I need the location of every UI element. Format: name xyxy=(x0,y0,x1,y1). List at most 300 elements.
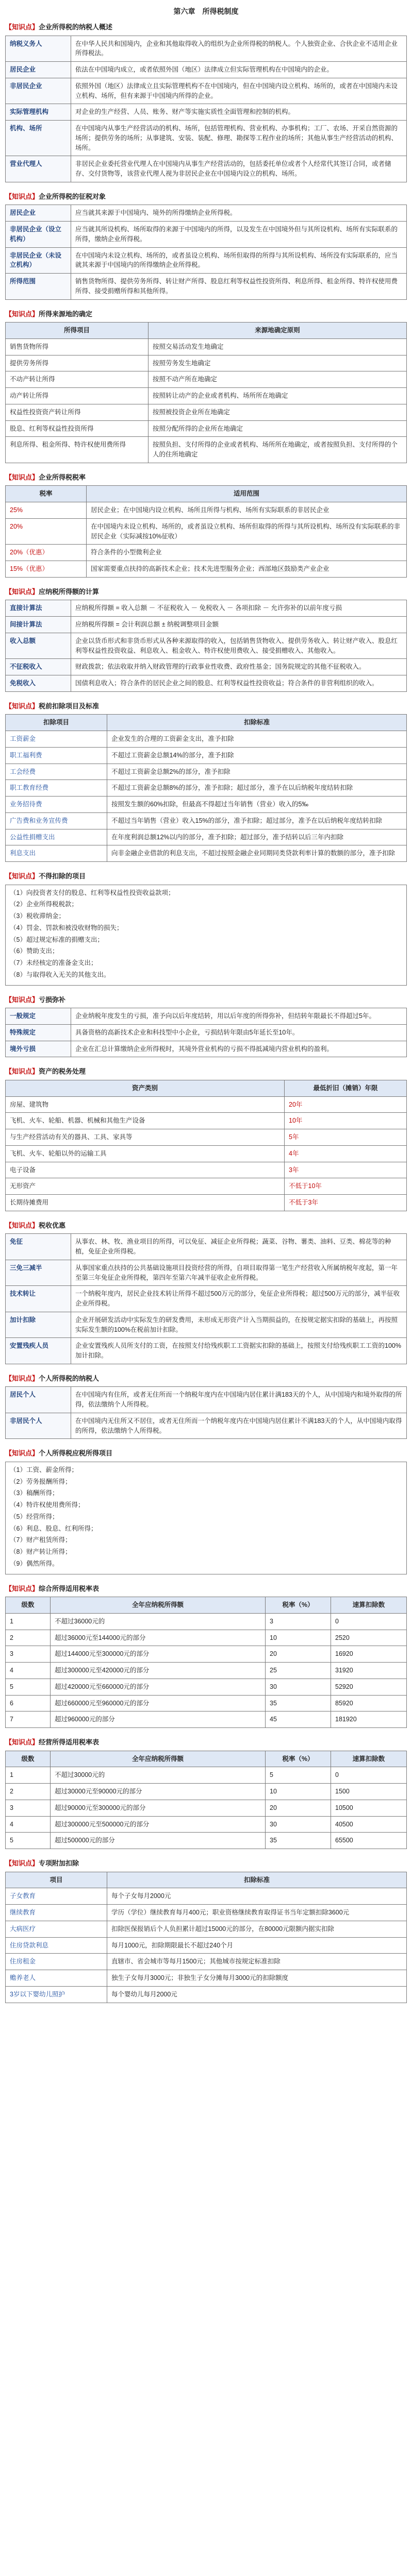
table-cell: 不超过工资薪金总额8%的部分，准予扣除；超过部分，准予在以后纳税年度结转扣除 xyxy=(107,780,407,796)
table-cell: 在中国境内未设立机构、场所的，或者虽设立机构、场所但取得的所得与其所设机构、场所没有实际联系的非居民企业（实际减按10%征收） xyxy=(87,518,407,545)
section-title xyxy=(5,1584,407,1594)
table-cell: 65500 xyxy=(331,1833,407,1849)
table-cell: 16920 xyxy=(331,1646,407,1663)
table-cell: 52920 xyxy=(331,1679,407,1695)
column-header: 来源地确定原则 xyxy=(149,323,407,339)
table-cell: 按照发生额的60%扣除，但最高不得超过当年销售（营业）收入的5‰ xyxy=(107,796,407,813)
table-cell: 提供劳务所得 xyxy=(6,355,149,371)
table-cell: 超过36000元至144000元的部分 xyxy=(51,1630,266,1646)
table-cell: 按照转让动产的企业或者机构、场所所在地确定 xyxy=(149,388,407,404)
row-text: 对企业的生产经营、人员、账务、财产等实施实质性全面管理和控制的机构。 xyxy=(71,104,407,121)
table-cell: 向非金融企业借款的利息支出，不超过按照金融企业同期同类贷款利率计算的数额的部分，准予扣除 xyxy=(107,845,407,862)
table-cell: 2520 xyxy=(331,1630,407,1646)
section-title xyxy=(5,1066,407,1077)
table-row xyxy=(6,1630,407,1646)
table-row xyxy=(6,1462,407,1574)
section-title xyxy=(5,1221,407,1231)
table-row xyxy=(6,1162,407,1178)
row-label: 所得范围 xyxy=(6,274,71,300)
row-label: 纳税义务人 xyxy=(6,36,71,62)
table-cell: 大病医疗 xyxy=(6,1921,107,1937)
table-row xyxy=(6,796,407,813)
list-item: （6）赞助支出； xyxy=(10,947,59,955)
table-cell: 不动产转让所得 xyxy=(6,371,149,388)
row-label: 免征 xyxy=(6,1234,71,1260)
table-cell: 超过960000元的部分 xyxy=(51,1711,266,1728)
section-title xyxy=(5,309,407,319)
table-cell: 45 xyxy=(266,1711,331,1728)
section-incentives xyxy=(5,1221,407,1364)
row-text: 一个纳税年度内，居民企业技术转让所得不超过500万元的部分，免征企业所得税；超过500万元的部分，减半征收企业所得税。 xyxy=(71,1286,407,1312)
list-item: （1）工资、薪金所得； xyxy=(10,1466,78,1473)
comprehensive-rate-table xyxy=(5,1597,407,1728)
table-row xyxy=(6,274,407,300)
table-cell: 30 xyxy=(266,1816,331,1833)
column-header: 扣除项目 xyxy=(6,715,107,731)
row-label: 安置残疾人员 xyxy=(6,1338,71,1364)
section-title xyxy=(5,22,407,32)
section-non-deductible xyxy=(5,871,407,986)
table-cell: 工会经费 xyxy=(6,764,107,780)
section-taxpayer xyxy=(5,22,407,182)
table-row xyxy=(6,633,407,659)
row-text: 应当就其所设机构、场所取得的来源于中国境内的所得，以及发生在中国境外但与其所设机构、场所有实际联系的所得，缴纳企业所得税。 xyxy=(71,222,407,248)
row-text: 企业开展研发活动中实际发生的研发费用，未形成无形资产计入当期损益的，在按规定据实扣除的基础上，再按照实际发生额的100%在税前加计扣除。 xyxy=(71,1312,407,1338)
incentives-table xyxy=(5,1233,407,1364)
table-header-row xyxy=(6,715,407,731)
list-item: （4）特许权使用费所得； xyxy=(10,1501,85,1509)
row-label: 加计扣除 xyxy=(6,1312,71,1338)
table-cell: 5 xyxy=(6,1679,51,1695)
table-cell: 4年 xyxy=(285,1145,407,1162)
row-label: 境外亏损 xyxy=(6,1041,71,1057)
table-cell: 扣除医保报销后个人负担累计超过15000元的部分，在80000元限额内据实扣除 xyxy=(107,1921,407,1937)
table-row xyxy=(6,1905,407,1921)
row-label: 居民个人 xyxy=(6,1387,71,1413)
table-row xyxy=(6,885,407,985)
table-cell: 1 xyxy=(6,1767,51,1784)
row-text: 应纳税所得额 = 收入总额 － 不征税收入 － 免税收入 － 各项扣除 － 允许弥补的以前年度亏损 xyxy=(71,600,407,617)
section-heading: 应纳税所得额的计算 xyxy=(39,587,100,596)
section-heading: 不得扣除的项目 xyxy=(39,872,86,880)
list-item: （7）财产租赁所得； xyxy=(10,1536,72,1544)
taxpayer-table xyxy=(5,36,407,182)
section-loss-offset xyxy=(5,995,407,1058)
row-text: 企业以货币形式和非货币形式从各种来源取得的收入，包括销售货物收入、提供劳务收入、转让财产收入、股息红利等权益性投资收益、利息收入、租金收入、特许权使用费收入、接受捐赠收入、其他收入。 xyxy=(71,633,407,659)
row-label: 一般规定 xyxy=(6,1008,71,1025)
business-rate-table xyxy=(5,1751,407,1850)
table-row xyxy=(6,1986,407,2003)
column-header: 扣除标准 xyxy=(107,1872,407,1888)
table-cell: 飞机、火车、轮船以外的运输工具 xyxy=(6,1145,285,1162)
table-cell: 2 xyxy=(6,1630,51,1646)
row-text: 在中国境内从事生产经营活动的机构、场所，包括管理机构、营业机构、办事机构；工厂、农场、开采自然资源的场所；提供劳务的场所；从事建筑、安装、装配、修理、勘探等工程作业的场所；其他从事生产经营活动的机构、场所。 xyxy=(71,121,407,156)
column-header: 税率（%） xyxy=(266,1597,331,1614)
table-row xyxy=(6,78,407,104)
row-label: 居民企业 xyxy=(6,205,71,222)
table-row xyxy=(6,1041,407,1057)
table-row xyxy=(6,388,407,404)
table-cell: 赡养老人 xyxy=(6,1970,107,1987)
table-row xyxy=(6,1312,407,1338)
column-header: 所得项目 xyxy=(6,323,149,339)
table-cell: 电子设备 xyxy=(6,1162,285,1178)
table-cell: 每月1000元，扣除期限最长不超过240个月 xyxy=(107,1937,407,1954)
tax-rate-table xyxy=(5,485,407,578)
table-cell: 1500 xyxy=(331,1784,407,1800)
income-source-table xyxy=(5,322,407,463)
table-cell: 广告费和业务宣传费 xyxy=(6,812,107,829)
row-label: 三免三减半 xyxy=(6,1260,71,1286)
row-label: 非居民企业（设立机构） xyxy=(6,222,71,248)
section-tax-object xyxy=(5,192,407,300)
table-cell: 超过90000元至300000元的部分 xyxy=(51,1800,266,1816)
loss-offset-table xyxy=(5,1008,407,1057)
table-cell: 按照分配所得的企业所在地确定 xyxy=(149,420,407,437)
row-label: 非居民企业 xyxy=(6,78,71,104)
section-tag: 【知识点】 xyxy=(5,587,39,596)
table-cell: 超过420000元至660000元的部分 xyxy=(51,1679,266,1695)
list-item: （8）与取得收入无关的其他支出。 xyxy=(10,971,110,978)
table-cell: 符合条件的小型微利企业 xyxy=(87,545,407,561)
table-row xyxy=(6,36,407,62)
table-row xyxy=(6,1663,407,1679)
row-text: 在中华人民共和国境内，企业和其他取得收入的组织为企业所得税的纳税人。个人独资企业、合伙企业不适用企业所得税法。 xyxy=(71,36,407,62)
section-special-deductions xyxy=(5,1858,407,2003)
section-tag: 【知识点】 xyxy=(5,1449,39,1458)
section-taxable-income xyxy=(5,587,407,692)
table-row xyxy=(6,502,407,519)
section-title xyxy=(5,1737,407,1748)
table-row xyxy=(6,747,407,764)
table-cell: 4 xyxy=(6,1663,51,1679)
table-cell: 公益性捐赠支出 xyxy=(6,829,107,845)
section-tag: 【知识点】 xyxy=(5,702,39,710)
table-row xyxy=(6,1096,407,1113)
row-label: 技术转让 xyxy=(6,1286,71,1312)
table-row xyxy=(6,1413,407,1439)
section-iit-items xyxy=(5,1448,407,1574)
assets-table xyxy=(5,1080,407,1211)
table-row xyxy=(6,338,407,355)
table-cell: 直辖市、省会城市等每月1500元；其他城市按规定标准扣除 xyxy=(107,1954,407,1970)
section-heading: 企业所得税的纳税人概述 xyxy=(39,23,113,31)
table-cell: 25 xyxy=(266,1663,331,1679)
table-cell: 20年 xyxy=(285,1096,407,1113)
row-text: 依法在中国境内成立，或者依照外国（地区）法律成立但实际管理机构在中国境内的企业。 xyxy=(71,62,407,78)
section-heading: 资产的税务处理 xyxy=(39,1067,86,1076)
taxable-income-table xyxy=(5,600,407,692)
table-cell: 85920 xyxy=(331,1695,407,1711)
column-header: 全年应纳税所得额 xyxy=(51,1751,266,1767)
list-item: （5）经营所得； xyxy=(10,1513,59,1520)
row-label: 间接计算法 xyxy=(6,617,71,633)
table-cell: 长期待摊费用 xyxy=(6,1195,285,1211)
table-header-row xyxy=(6,1872,407,1888)
table-cell: 3岁以下婴幼儿照护 xyxy=(6,1986,107,2003)
section-comprehensive-rate xyxy=(5,1584,407,1728)
section-title xyxy=(5,995,407,1005)
table-header-row xyxy=(6,1597,407,1614)
table-cell: 继续教育 xyxy=(6,1905,107,1921)
table-row xyxy=(6,1145,407,1162)
table-row xyxy=(6,1234,407,1260)
table-row xyxy=(6,1008,407,1025)
table-cell: 0 xyxy=(331,1613,407,1630)
section-tag: 【知识点】 xyxy=(5,1374,39,1382)
table-cell: 职工教育经费 xyxy=(6,780,107,796)
table-row xyxy=(6,1833,407,1849)
list-item: （8）财产转让所得； xyxy=(10,1548,72,1555)
table-cell: 股息、红利等权益性投资所得 xyxy=(6,420,149,437)
table-cell: 20% xyxy=(6,518,87,545)
table-cell: 权益性投资资产转让所得 xyxy=(6,404,149,420)
column-header: 级数 xyxy=(6,1597,51,1614)
table-row xyxy=(6,518,407,545)
list-item: （1）向投资者支付的股息、红利等权益性投资收益款项； xyxy=(10,889,175,896)
row-label: 非居民个人 xyxy=(6,1413,71,1439)
table-row xyxy=(6,764,407,780)
row-label: 非居民企业（未设立机构） xyxy=(6,247,71,274)
table-cell: 3 xyxy=(6,1646,51,1663)
table-row xyxy=(6,1784,407,1800)
table-cell: 与生产经营活动有关的器具、工具、家具等 xyxy=(6,1129,285,1146)
section-tag: 【知识点】 xyxy=(5,23,39,31)
table-header-row xyxy=(6,1080,407,1096)
non-deductible-table xyxy=(5,885,407,986)
column-header: 扣除标准 xyxy=(107,715,407,731)
list-item: （9）偶然所得。 xyxy=(10,1560,59,1567)
row-text: 在中国境内未设立机构、场所的，或者虽设立机构、场所但取得的所得与其所设机构、场所没有实际联系的，应当就其来源于中国境内的所得缴纳企业所得税。 xyxy=(71,247,407,274)
table-cell: 31920 xyxy=(331,1663,407,1679)
section-heading: 经营所得适用税率表 xyxy=(39,1738,100,1746)
table-cell: 子女教育 xyxy=(6,1888,107,1905)
list-item: （2）劳务报酬所得； xyxy=(10,1478,72,1485)
table-cell: 按照被投资企业所在地确定 xyxy=(149,404,407,420)
table-cell: 超过660000元至960000元的部分 xyxy=(51,1695,266,1711)
section-iit-taxpayer xyxy=(5,1374,407,1439)
table-cell: 按照劳务发生地确定 xyxy=(149,355,407,371)
table-cell: 动产转让所得 xyxy=(6,388,149,404)
section-title xyxy=(5,871,407,882)
table-cell: 在年度利润总额12%以内的部分，准予扣除；超过部分，准予结转以后三年内扣除 xyxy=(107,829,407,845)
table-cell: 利息支出 xyxy=(6,845,107,862)
section-tax-rate xyxy=(5,472,407,578)
section-tag: 【知识点】 xyxy=(5,310,39,318)
column-header: 项目 xyxy=(6,1872,107,1888)
table-header-row xyxy=(6,1751,407,1767)
table-cell: 5 xyxy=(6,1833,51,1849)
iit-taxpayer-table xyxy=(5,1386,407,1439)
table-row xyxy=(6,1286,407,1312)
table-cell: 2 xyxy=(6,1784,51,1800)
table-row xyxy=(6,780,407,796)
column-header: 级数 xyxy=(6,1751,51,1767)
list-item: （5）超过规定标准的捐赠支出； xyxy=(10,936,104,943)
table-row xyxy=(6,437,407,463)
table-cell: 超过30000元至90000元的部分 xyxy=(51,1784,266,1800)
table-cell: 每个婴幼儿每月2000元 xyxy=(107,1986,407,2003)
section-tag: 【知识点】 xyxy=(5,872,39,880)
table-row xyxy=(6,205,407,222)
table-cell: 企业发生的合理的工资薪金支出，准予扣除 xyxy=(107,731,407,748)
table-row xyxy=(6,1679,407,1695)
table-row xyxy=(6,404,407,420)
row-text: 国债利息收入；符合条件的居民企业之间的股息、红利等权益性投资收益；符合条件的非营利组织的收入。 xyxy=(71,675,407,692)
table-row xyxy=(6,731,407,748)
table-row xyxy=(6,1816,407,1833)
section-heading: 所得来源地的确定 xyxy=(39,310,93,318)
table-cell: 国家需要重点扶持的高新技术企业；技术先进型服务企业；西部地区鼓励类产业企业 xyxy=(87,561,407,578)
list-item: （3）税收滞纳金； xyxy=(10,912,65,920)
section-heading: 专项附加扣除 xyxy=(39,1859,79,1867)
row-text: 在中国境内有住所，或者无住所而一个纳税年度内在中国境内居住累计满183天的个人，从中国境内和境外取得的所得，依法缴纳个人所得税。 xyxy=(71,1387,407,1413)
table-cell: 10 xyxy=(266,1630,331,1646)
table-cell: 不超过30000元的 xyxy=(51,1767,266,1784)
section-heading: 个人所得税的纳税人 xyxy=(39,1374,100,1382)
row-label: 实际管理机构 xyxy=(6,104,71,121)
table-row xyxy=(6,1695,407,1711)
table-cell: 飞机、火车、轮船、机器、机械和其他生产设备 xyxy=(6,1113,285,1129)
table-cell: 5年 xyxy=(285,1129,407,1146)
row-text: 销售货物所得、提供劳务所得、转让财产所得、股息红利等权益性投资所得、利息所得、租金所得、特许权使用费所得、接受捐赠所得和其他所得。 xyxy=(71,274,407,300)
section-heading: 综合所得适用税率表 xyxy=(39,1584,100,1592)
column-header: 税率（%） xyxy=(266,1751,331,1767)
table-cell: 30 xyxy=(266,1679,331,1695)
section-assets xyxy=(5,1066,407,1211)
deductions-table xyxy=(5,714,407,862)
section-tag: 【知识点】 xyxy=(5,1859,39,1867)
section-heading: 个人所得税应税所得项目 xyxy=(39,1449,113,1458)
section-tag: 【知识点】 xyxy=(5,192,39,200)
section-heading: 企业所得税的征税对象 xyxy=(39,192,106,200)
table-cell: 超过300000元至500000元的部分 xyxy=(51,1816,266,1833)
row-text: 依照外国（地区）法律成立且实际管理机构不在中国境内，但在中国境内设立机构、场所的，或者在中国境内未设立机构、场所，但有来源于中国境内所得的企业。 xyxy=(71,78,407,104)
row-label: 不征税收入 xyxy=(6,659,71,675)
column-header: 适用范围 xyxy=(87,486,407,502)
table-row xyxy=(6,1711,407,1728)
section-tag: 【知识点】 xyxy=(5,1584,39,1592)
row-label: 居民企业 xyxy=(6,62,71,78)
list-item: （2）企业所得税税款； xyxy=(10,901,78,908)
row-text: 非居民企业委托营业代理人在中国境内从事生产经营活动的，包括委托单位或者个人经常代其签订合同，或者储存、交付货物等，该营业代理人视为非居民企业在中国境内设立的机构、场所。 xyxy=(71,156,407,182)
column-header: 速算扣除数 xyxy=(331,1597,407,1614)
table-row xyxy=(6,561,407,578)
table-cell: 25% xyxy=(6,502,87,519)
table-cell: 超过144000元至300000元的部分 xyxy=(51,1646,266,1663)
table-cell: 每个子女每月2000元 xyxy=(107,1888,407,1905)
row-text: 企业在汇总计算缴纳企业所得税时，其境外营业机构的亏损不得抵减境内营业机构的盈利。 xyxy=(71,1041,407,1057)
table-cell: 3 xyxy=(6,1800,51,1816)
table-cell: 5 xyxy=(266,1767,331,1784)
table-row xyxy=(6,1921,407,1937)
row-text: 财政拨款；依法收取并纳入财政管理的行政事业性收费、政府性基金；国务院规定的其他不征税收入。 xyxy=(71,659,407,675)
table-cell: 不低于10年 xyxy=(285,1178,407,1195)
section-tag: 【知识点】 xyxy=(5,473,39,481)
row-text: 具备资格的高新技术企业和科技型中小企业，亏损结转年限由5年延长至10年。 xyxy=(71,1024,407,1041)
section-title xyxy=(5,1858,407,1869)
table-cell: 不超过工资薪金总额14%的部分，准予扣除 xyxy=(107,747,407,764)
table-cell: 3年 xyxy=(285,1162,407,1178)
table-cell: 房屋、建筑物 xyxy=(6,1096,285,1113)
section-title xyxy=(5,1448,407,1459)
table-cell: 超过300000元至420000元的部分 xyxy=(51,1663,266,1679)
row-text: 企业安置残疾人员所支付的工资，在按照支付给残疾职工工资据实扣除的基础上，按照支付给残疾职工工资的100%加计扣除。 xyxy=(71,1338,407,1364)
table-row xyxy=(6,1024,407,1041)
table-row xyxy=(6,600,407,617)
table-row xyxy=(6,247,407,274)
section-title xyxy=(5,472,407,483)
table-cell: 职工福利费 xyxy=(6,747,107,764)
doc-title: 第六章 所得税制度 xyxy=(173,7,239,15)
table-cell: 不超过当年销售（营业）收入15%的部分，准予扣除；超过部分，准予在以后纳税年度结转扣除 xyxy=(107,812,407,829)
table-row xyxy=(6,222,407,248)
table-cell: 40500 xyxy=(331,1816,407,1833)
table-cell: 181920 xyxy=(331,1711,407,1728)
table-cell: 业务招待费 xyxy=(6,796,107,813)
table-cell: 学历（学位）继续教育每月400元；职业资格继续教育取得证书当年定额扣除3600元 xyxy=(107,1905,407,1921)
table-cell: 6 xyxy=(6,1695,51,1711)
table-row xyxy=(6,659,407,675)
table-cell: 按照负担、支付所得的企业或者机构、场所所在地确定，或者按照负担、支付所得的个人的住所地确定 xyxy=(149,437,407,463)
table-cell: 0 xyxy=(331,1767,407,1784)
table-row xyxy=(6,1113,407,1129)
table-row xyxy=(6,829,407,845)
section-title xyxy=(5,192,407,202)
table-cell: 35 xyxy=(266,1833,331,1849)
row-label: 直接计算法 xyxy=(6,600,71,617)
table-row xyxy=(6,121,407,156)
row-text: 应纳税所得额 = 会计利润总额 ± 纳税调整项目金额 xyxy=(71,617,407,633)
section-title xyxy=(5,1374,407,1384)
section-title xyxy=(5,587,407,597)
row-text: 应当就其来源于中国境内、境外的所得缴纳企业所得税。 xyxy=(71,205,407,222)
table-row xyxy=(6,1260,407,1286)
table-cell: 无形资产 xyxy=(6,1178,285,1195)
row-label: 机构、场所 xyxy=(6,121,71,156)
table-cell: 超过500000元的部分 xyxy=(51,1833,266,1849)
row-label: 收入总额 xyxy=(6,633,71,659)
table-row xyxy=(6,371,407,388)
table-cell: 15%（优惠） xyxy=(6,561,87,578)
table-row xyxy=(6,104,407,121)
table-row xyxy=(6,1970,407,1987)
table-cell: 3 xyxy=(266,1613,331,1630)
list-item: （7）未经核定的准备金支出； xyxy=(10,959,97,967)
section-heading: 税前扣除项目及标准 xyxy=(39,702,100,710)
table-cell: 20 xyxy=(266,1646,331,1663)
table-row xyxy=(6,62,407,78)
table-cell: 按照不动产所在地确定 xyxy=(149,371,407,388)
table-cell: 按照交易活动发生地确定 xyxy=(149,338,407,355)
section-heading: 企业所得税税率 xyxy=(39,473,86,481)
column-header: 最低折旧（摊销）年限 xyxy=(285,1080,407,1096)
special-deductions-table xyxy=(5,1872,407,2003)
list-item: （4）罚金、罚款和被没收财物的损失； xyxy=(10,924,123,931)
table-cell: 独生子女每月3000元；非独生子女分摊每月3000元的扣除额度 xyxy=(107,1970,407,1987)
row-label: 营业代理人 xyxy=(6,156,71,182)
table-row xyxy=(6,1646,407,1663)
table-row xyxy=(6,1800,407,1816)
column-header: 资产类别 xyxy=(6,1080,285,1096)
table-cell: 10 xyxy=(266,1784,331,1800)
table-row xyxy=(6,420,407,437)
section-deductions xyxy=(5,701,407,862)
table-cell: 35 xyxy=(266,1695,331,1711)
section-business-rate xyxy=(5,1737,407,1849)
table-row xyxy=(6,845,407,862)
section-tag: 【知识点】 xyxy=(5,1738,39,1746)
